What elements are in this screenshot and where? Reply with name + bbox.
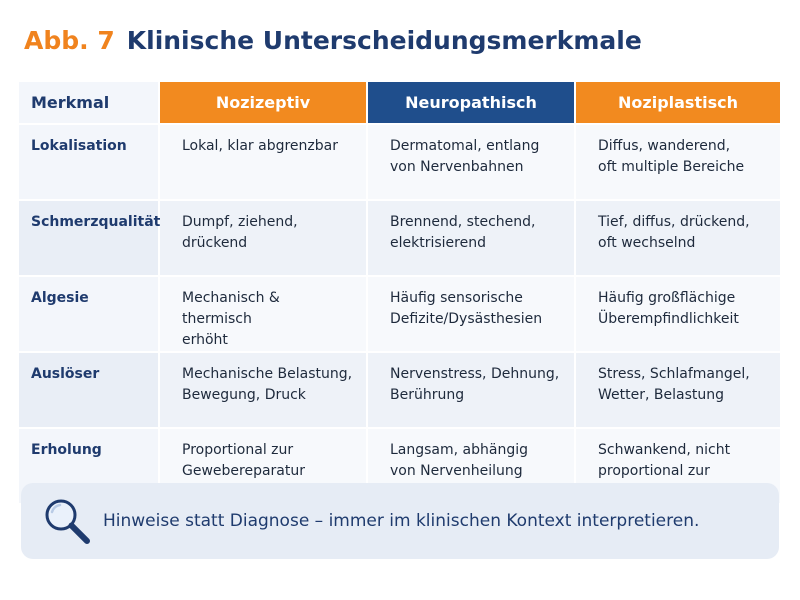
row-label: Schmerzqualität xyxy=(19,200,159,276)
table-row xyxy=(19,352,781,428)
table-cell: Häufig sensorische Defizite/Dysästhesien xyxy=(367,276,575,352)
table-cell: Diffus, wanderend, oft multiple Bereiche xyxy=(575,124,781,200)
note-box xyxy=(21,483,779,559)
header-row xyxy=(19,82,781,124)
table-cell: Brennend, stechend, elektrisierend xyxy=(367,200,575,276)
table-cell: Dermatomal, entlang von Nervenbahnen xyxy=(367,124,575,200)
row-label: Erholung xyxy=(19,428,159,503)
row-label: Algesie xyxy=(19,276,159,352)
table-cell: Langsam, abhängig von Nervenheilung xyxy=(367,428,575,503)
header-noziplastisch: Noziplastisch xyxy=(575,82,781,124)
table-cell: Mechanisch & thermisch erhöht xyxy=(159,276,367,352)
magnifier-icon xyxy=(41,495,93,547)
table-cell: Dumpf, ziehend, drückend xyxy=(159,200,367,276)
table-row xyxy=(19,276,781,352)
header-nozizeptiv: Nozizeptiv xyxy=(159,82,367,124)
figure-number: Abb. 7 xyxy=(24,26,115,55)
table-row xyxy=(19,200,781,276)
table-cell: Schwankend, nicht proportional zur xyxy=(575,428,781,503)
page-title xyxy=(24,26,642,55)
table-cell: Proportional zur Gewebereparatur xyxy=(159,428,367,503)
title-text: Klinische Unterscheidungsmerkmale xyxy=(126,26,642,55)
note-text: Hinweise statt Diagnose – immer im klinischen Kontext interpretieren. xyxy=(103,511,700,531)
row-label: Auslöser xyxy=(19,352,159,428)
table-cell: Tief, diffus, drückend, oft wechselnd xyxy=(575,200,781,276)
table-cell: Lokal, klar abgrenzbar xyxy=(159,124,367,200)
row-label: Lokalisation xyxy=(19,124,159,200)
header-merkmal: Merkmal xyxy=(19,82,159,124)
table-cell: Mechanische Belastung, Bewegung, Druck xyxy=(159,352,367,428)
comparison-table xyxy=(19,82,782,503)
table-cell: Nervenstress, Dehnung, Berührung xyxy=(367,352,575,428)
table-cell: Häufig großflächige Überempfindlichkeit xyxy=(575,276,781,352)
table-cell: Stress, Schlafmangel, Wetter, Belastung xyxy=(575,352,781,428)
header-neuropathisch: Neuropathisch xyxy=(367,82,575,124)
table-row xyxy=(19,124,781,200)
